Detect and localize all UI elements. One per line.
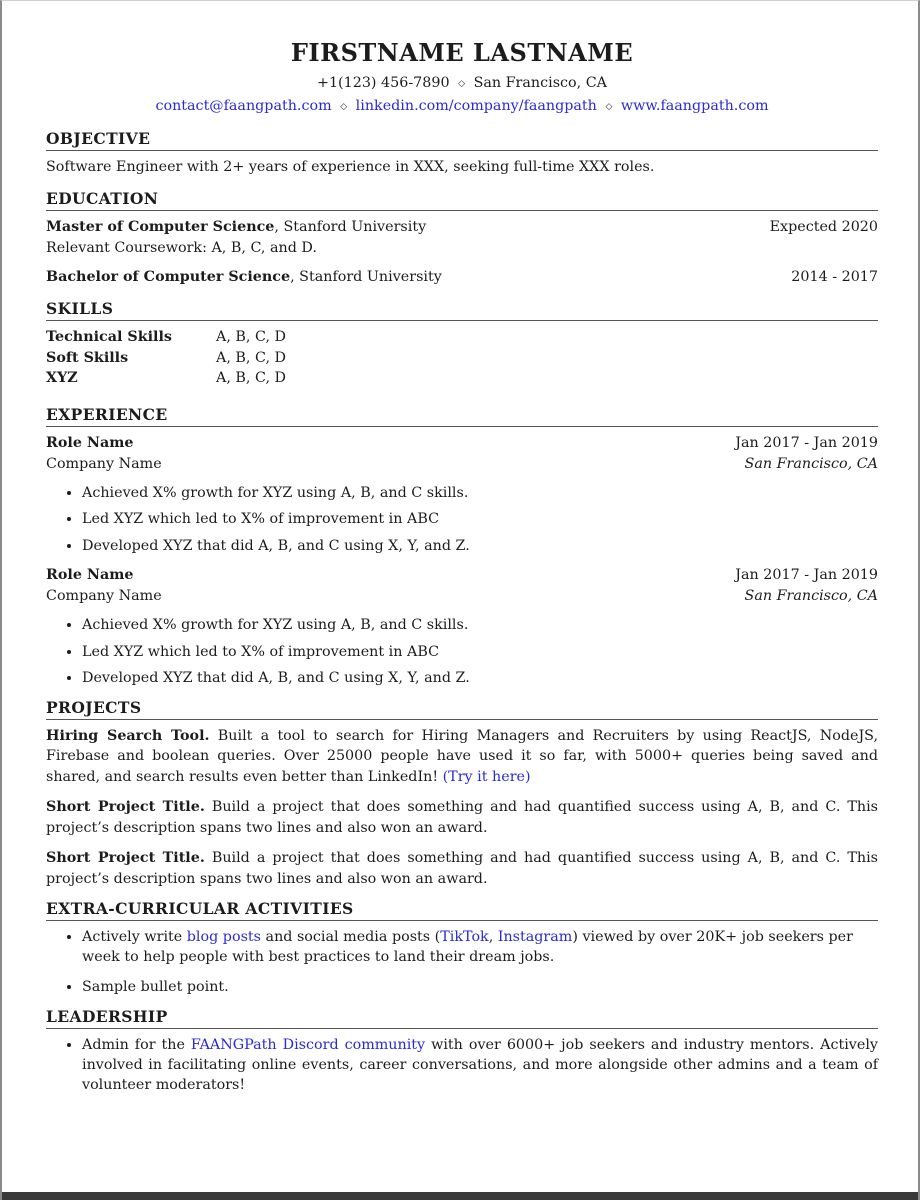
bullet-item: • Sample bullet point. xyxy=(82,977,878,997)
resume-content xyxy=(46,37,878,1105)
bullet-text: and social media posts ( xyxy=(261,929,441,945)
candidate-name: FIRSTNAME LASTNAME xyxy=(290,38,634,67)
skill-value: A, B, C, D xyxy=(216,370,286,386)
bullet-text: ) viewed by over 20K+ job seekers per week to help people with best practices to land their dream jobs. xyxy=(82,929,853,965)
section-title-experience: EXPERIENCE xyxy=(46,405,878,427)
section-title-education: EDUCATION xyxy=(46,189,878,211)
skill-label: Soft Skills xyxy=(46,349,129,366)
linkedin-link[interactable]: linkedin.com/company/faangpath xyxy=(355,98,597,114)
bullet-list xyxy=(46,612,878,692)
bullet-text: Actively write xyxy=(82,929,187,945)
bullet-list xyxy=(46,927,878,997)
bottom-edge xyxy=(2,1192,918,1200)
section-title-leadership: LEADERSHIP xyxy=(46,1007,878,1029)
blog-posts-link[interactable]: blog posts xyxy=(186,929,261,945)
location: San Francisco, CA xyxy=(473,75,608,91)
skills-row xyxy=(46,368,878,389)
bullet-item: • Achieved X% growth for XYZ using A, B, and C skills. xyxy=(82,612,878,639)
job-location: San Francisco, CA xyxy=(744,588,878,604)
role-dates: Jan 2017 - Jan 2019 xyxy=(735,434,878,451)
resume-header xyxy=(46,37,878,118)
bullet-list xyxy=(46,1035,878,1095)
diamond-separator-icon: ◇ xyxy=(605,102,613,112)
section-title-objective: OBJECTIVE xyxy=(46,129,878,151)
education-section xyxy=(46,189,878,288)
coursework: Relevant Coursework: A, B, C, and D. xyxy=(46,240,317,256)
bullet-text: Admin for the xyxy=(82,1037,191,1053)
education-date: 2014 - 2017 xyxy=(791,269,878,285)
bullet-text: , xyxy=(488,929,498,945)
projects-section xyxy=(46,698,878,890)
education-entry xyxy=(46,217,878,259)
experience-entry xyxy=(46,565,878,692)
skills-row xyxy=(46,327,878,348)
tiktok-link[interactable]: TikTok xyxy=(440,929,489,945)
section-title-extracurricular: EXTRA-CURRICULAR ACTIVITIES xyxy=(46,899,878,921)
phone: +1(123) 456-7890 xyxy=(316,75,450,91)
discord-community-link[interactable]: FAANGPath Discord community xyxy=(190,1037,426,1053)
experience-section xyxy=(46,405,878,692)
bullet-item: • Developed XYZ that did A, B, and C using X, Y, and Z. xyxy=(82,665,878,692)
diamond-separator-icon: ◇ xyxy=(340,102,348,112)
role-name: Role Name xyxy=(46,567,134,583)
bullet-text: with over 6000+ job seekers and industry mentors. Actively involved in facilitating online events, career conversations, and more alongside other admins and a team of volunteer moderators! xyxy=(82,1037,878,1093)
bullet-item: • Developed XYZ that did A, B, and C using X, Y, and Z. xyxy=(82,533,878,560)
role-name: Role Name xyxy=(46,434,134,451)
project-name: Short Project Title. xyxy=(46,799,205,815)
skill-label: Technical Skills xyxy=(46,329,172,345)
company-name: Company Name xyxy=(46,588,162,604)
job-location: San Francisco, CA xyxy=(744,455,878,472)
objective-section xyxy=(46,129,878,178)
bullet-item: • Led XYZ which led to X% of improvement in ABC xyxy=(82,506,878,533)
project-item xyxy=(46,848,878,889)
instagram-link[interactable]: Instagram xyxy=(497,929,573,945)
project-description: Build a project that does something and had quantified success using A, B, and C. This project’s description spans two lines and also won an award. xyxy=(46,850,879,887)
role-dates: Jan 2017 - Jan 2019 xyxy=(735,567,878,583)
website-link[interactable]: www.faangpath.com xyxy=(620,98,769,114)
project-description: Build a project that does something and had quantified success using A, B, and C. This project’s description spans two lines and also won an award. xyxy=(46,799,879,836)
objective-text: Software Engineer with 2+ years of experience in XXX, seeking full-time XXX roles. xyxy=(46,159,655,175)
contact-line-2 xyxy=(46,95,878,118)
skills-row xyxy=(46,348,878,369)
project-link[interactable]: (Try it here) xyxy=(442,768,531,785)
email-link[interactable]: contact@faangpath.com xyxy=(155,98,332,114)
experience-entry xyxy=(46,433,878,560)
bullet-item xyxy=(82,927,878,967)
section-title-projects: PROJECTS xyxy=(46,698,878,720)
school: , Stanford University xyxy=(274,219,427,235)
skill-label: XYZ xyxy=(46,370,78,386)
education-date: Expected 2020 xyxy=(769,219,878,235)
education-entry xyxy=(46,267,878,288)
project-item xyxy=(46,797,878,838)
degree: Bachelor of Computer Science xyxy=(46,269,291,285)
project-name: Short Project Title. xyxy=(46,850,205,866)
section-title-skills: SKILLS xyxy=(46,299,878,321)
bullet-item: • Led XYZ which led to X% of improvement in ABC xyxy=(82,639,878,666)
project-item xyxy=(46,726,878,788)
school: , Stanford University xyxy=(290,269,442,285)
extracurricular-section xyxy=(46,899,878,997)
leadership-section xyxy=(46,1007,878,1095)
skills-section xyxy=(46,299,878,389)
bullet-list xyxy=(46,480,878,560)
diamond-separator-icon: ◇ xyxy=(458,79,466,89)
contact-line-1 xyxy=(46,72,878,95)
project-name: Hiring Search Tool. xyxy=(46,727,210,744)
project-description: Built a tool to search for Hiring Managers and Recruiters by using ReactJS, NodeJS, Firebase and boolean queries. Over 25000 people have used it so far, with 5000+ queries being saved and shared, and search results even better than LinkedIn! xyxy=(46,727,879,785)
skill-value: A, B, C, D xyxy=(216,329,286,345)
skill-value: A, B, C, D xyxy=(216,349,286,366)
bullet-item: • Achieved X% growth for XYZ using A, B, and C skills. xyxy=(82,480,878,507)
degree: Master of Computer Science xyxy=(46,219,275,235)
company-name: Company Name xyxy=(46,455,162,472)
bullet-item xyxy=(82,1035,878,1095)
